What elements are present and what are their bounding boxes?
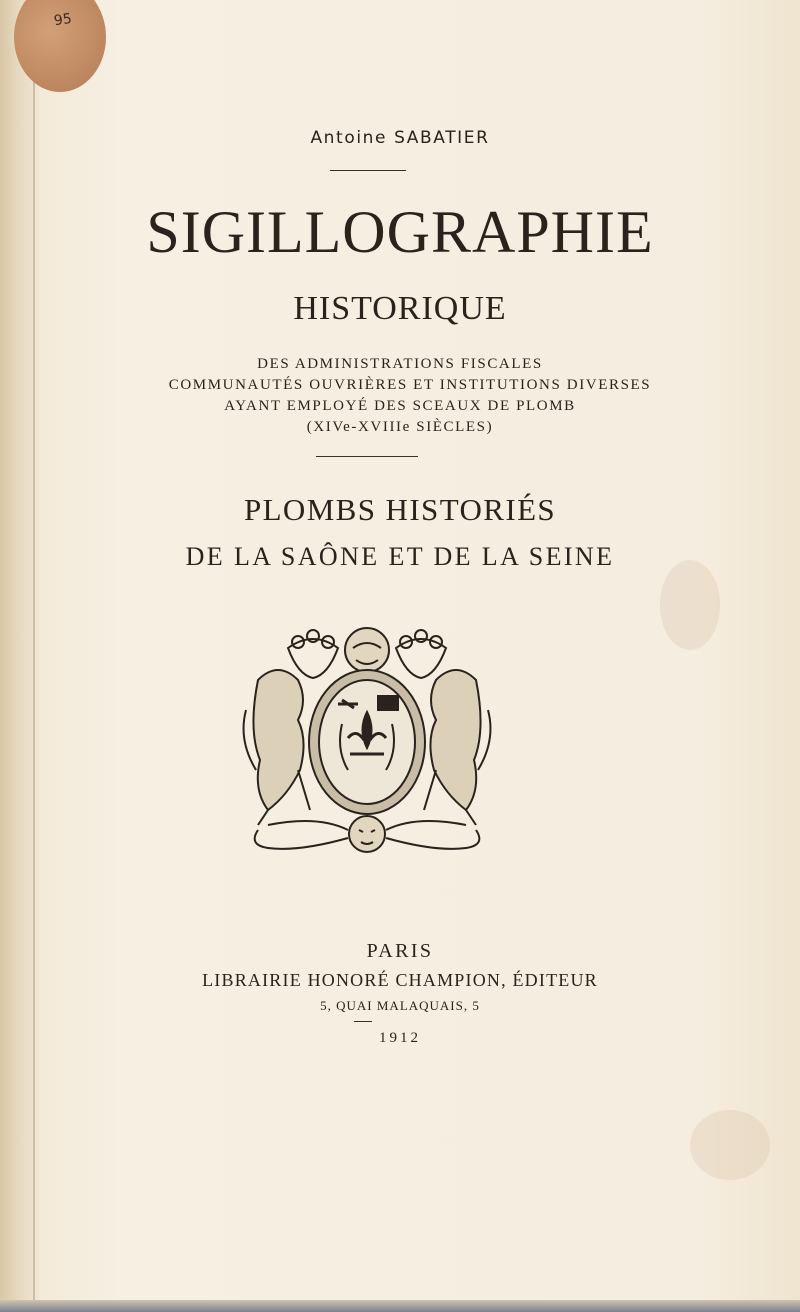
book-subtitle: HISTORIQUE <box>293 290 507 327</box>
divider <box>354 1021 372 1022</box>
imprint-address: 5, QUAI MALAQUAIS, 5 <box>320 998 480 1013</box>
description-line: AYANT EMPLOYÉ DES SCEAUX DE PLOMB <box>224 398 576 414</box>
author-name: Antoine SABATIER <box>310 128 490 148</box>
description-line: DES ADMINISTRATIONS FISCALES <box>257 356 543 372</box>
description-line: (XIVe-XVIIIe SIÈCLES) <box>306 419 494 435</box>
divider <box>316 456 418 457</box>
heraldic-seal-icon <box>238 620 496 858</box>
page-bottom-edge <box>0 1300 800 1312</box>
section-title: PLOMBS HISTORIÉS <box>243 492 557 527</box>
imprint-city: PARIS <box>366 940 434 962</box>
imprint-year: 1912 <box>379 1030 421 1046</box>
section-subtitle: DE LA SAÔNE ET DE LA SEINE <box>185 542 615 571</box>
library-label-number: 95 <box>52 10 73 30</box>
book-spine-shadow <box>0 0 42 1312</box>
paper-stain <box>690 1110 770 1180</box>
imprint-publisher: LIBRAIRIE HONORÉ CHAMPION, ÉDITEUR <box>202 970 598 990</box>
divider <box>330 170 406 171</box>
book-title: SIGILLOGRAPHIE <box>146 199 654 265</box>
page-fold-line <box>33 0 35 1312</box>
paper-stain <box>660 560 720 650</box>
description-line: COMMUNAUTÉS OUVRIÈRES ET INSTITUTIONS DIVERSES <box>168 377 652 393</box>
